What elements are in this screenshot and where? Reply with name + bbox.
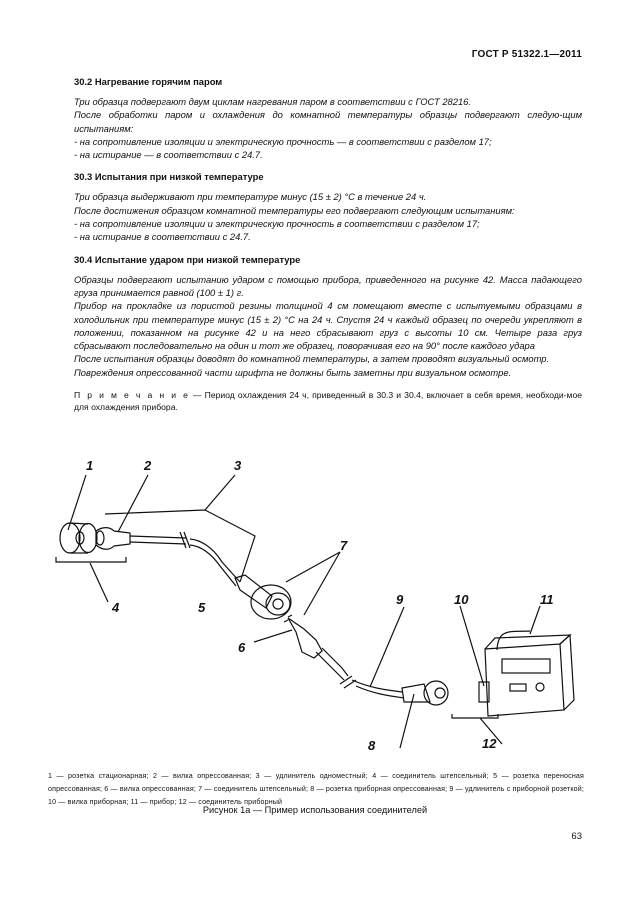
device-button: [510, 684, 526, 691]
connector-diagram: [40, 432, 600, 754]
socket-face: [79, 524, 97, 553]
leader-1: [68, 475, 86, 530]
connector-figure: [40, 432, 600, 754]
text-content: [74, 76, 582, 414]
callout-6: 6: [238, 640, 246, 655]
paragraph: После испытания образцы доводят до комнатной температуры, а затем проводят визуальный осмотр.: [74, 353, 550, 365]
paragraph: Три образца выдерживают при температуре минус (15 ± 2) °С в течение 24 ч.: [74, 191, 427, 203]
leader-3: [105, 475, 255, 582]
paragraph: - на сопротивление изоляции и электрическую прочность — в соответствии с разделом 17;: [74, 135, 492, 147]
standard-header: ГОСТ Р 51322.1—2011: [471, 49, 582, 60]
figure-caption: Рисунок 1а — Пример использования соединителей: [202, 805, 428, 815]
callout-2: 2: [144, 458, 152, 473]
leader-10: [460, 606, 484, 686]
figure-legend: 1 — розетка стационарная; 2 — вилка опрессованная; 3 — удлинитель одноместный; 4 — соединитель штепсельный; 5 — розетка переносная опрессованная; 6 — вилка опрессованная; 7 — соединитель штепсельный; 8 — розетка приборная опрессованная; 9 — удлинитель с приборной розеткой; 10 — вилка приборная; 11 — прибор; 12 — соединитель приборный: [48, 772, 584, 806]
cable-1: [130, 536, 186, 544]
callout-8: 8: [368, 738, 376, 753]
plug-6-body: [288, 618, 322, 658]
section-title: 30.2 Нагревание горячим паром: [74, 76, 223, 87]
callout-9: 9: [396, 592, 404, 607]
paragraph: - на истирание в соответствии с 24.7.: [74, 231, 251, 243]
paragraph: Прибор на прокладке из пористой резины толщиной 4 см помещают вместе с испытуемыми образцами в холодильник при температуре минус (15 ± 2) °С на 24 ч. Спустя 24 ч каждый образец по очереди укрепляют в положении, показанном на рисунке 42 и на него сбрасывают груз с высоты 10 см. Четыре раза груз сбрасывают последовательно на один и тот же образец, поворачивая его на 90° после каждого удара: [74, 300, 582, 352]
portable-socket-face: [266, 593, 290, 615]
paragraph: - на истирание — в соответствии с 24.7.: [74, 149, 263, 161]
section-30-3: [74, 171, 582, 243]
callout-7: 7: [340, 538, 348, 553]
callout-4: 4: [112, 600, 120, 615]
note: [74, 389, 582, 414]
leader-7: [286, 552, 340, 615]
section-30-4: [74, 254, 582, 379]
leader-6: [254, 630, 292, 642]
bracket-4: [56, 557, 126, 562]
paragraph: После достижения образцом комнатной температуры его подвергают следующим испытаниям:: [74, 204, 515, 216]
section-title: 30.4 Испытание ударом при низкой температуре: [74, 253, 301, 265]
callout-3: 3: [234, 458, 242, 473]
device-display: [502, 659, 550, 673]
note-label: П р и м е ч а н и е: [74, 390, 190, 401]
callout-1: 1: [86, 458, 94, 473]
page-number: 63: [571, 831, 582, 842]
socket-outline: [60, 523, 80, 553]
paragraph: После обработки паром и охлаждения до комнатной температуры образцы подвергают следую-щим испытаниям:: [74, 109, 582, 134]
callout-11: 11: [540, 592, 554, 607]
note-text: — Период охлаждения 24 ч, приведенный в 30.3 и 30.4, включает в себя время, необходи-мое для охлаждения прибора.: [74, 390, 583, 413]
leader-9: [370, 607, 404, 687]
device-knob: [536, 683, 544, 691]
leader-4: [90, 563, 108, 602]
paragraph: - на сопротивление изоляции и электрическую прочность в соответствии с разделом 17;: [74, 218, 480, 230]
cable-break: [180, 532, 190, 548]
callout-12: 12: [482, 736, 497, 751]
callout-10: 10: [454, 592, 469, 607]
appliance-socket-contact: [435, 688, 445, 698]
portable-socket-contact: [273, 599, 283, 609]
leader-11: [530, 606, 540, 634]
device-box: [485, 644, 564, 716]
cable-4: [352, 680, 404, 698]
paragraph: Образцы подвергают испытанию ударом с помощью прибора, приведенного на рисунке 42. Масса падающего груза принимается равной (100 ± 1) г.: [74, 273, 582, 298]
section-30-2: [74, 76, 582, 161]
paragraph: Три образца подвергают двум циклам нагревания паром в соответствии с ГОСТ 28216.: [74, 96, 472, 107]
paragraph: Повреждения опрессованной части шрифта не должны быть заметны при визуальном осмотре.: [74, 366, 512, 378]
leader-2: [118, 475, 148, 532]
section-title: 30.3 Испытания при низкой температуре: [74, 171, 264, 183]
cable-2: [190, 539, 240, 586]
callout-5: 5: [198, 600, 206, 615]
